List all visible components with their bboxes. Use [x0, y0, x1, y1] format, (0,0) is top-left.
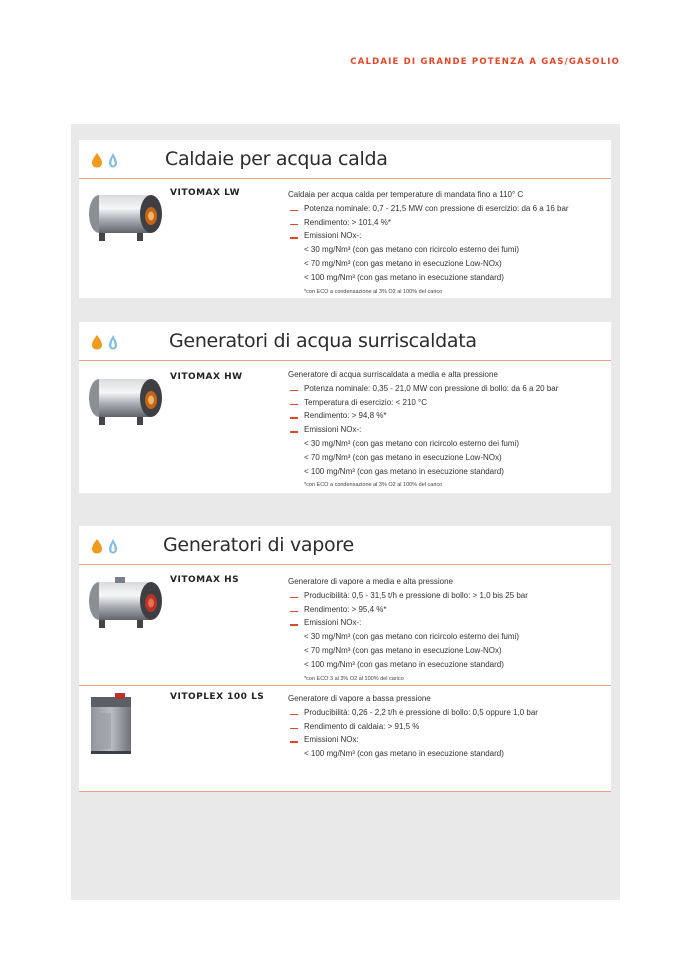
emission-line: < 30 mg/Nm³ (con gas metano con ricircolo esterno dei fumi)	[304, 438, 519, 448]
spec-bullet: Rendimento: > 95,4 %*	[288, 603, 603, 617]
spec-bullet: Emissioni NOx-:	[288, 229, 603, 243]
section-superheated-water	[79, 322, 611, 493]
emission-line: < 100 mg/Nm³ (con gas metano in esecuzione standard)	[304, 659, 504, 669]
section-title: Caldaie per acqua calda	[165, 148, 388, 170]
product-vitomax-lw	[79, 180, 611, 298]
product-intro: Generatore di vapore a media e alta pressione	[288, 577, 453, 586]
gas-flame-icon	[109, 539, 117, 554]
product-intro: Generatore di vapore a bassa pressione	[288, 694, 431, 703]
emission-line: < 70 mg/Nm³ (con gas metano in esecuzione Low-NOx)	[304, 452, 502, 462]
spec-bullet: Rendimento: > 101,4 %*	[288, 216, 603, 230]
section-title-bar	[79, 140, 611, 179]
emission-line: < 100 mg/Nm³ (con gas metano in esecuzione standard)	[304, 466, 504, 476]
footnote: *con ECO a condensazione al 3% O2 al 100% del carico	[304, 482, 443, 489]
emission-line: < 30 mg/Nm³ (con gas metano con ricircolo esterno dei fumi)	[304, 632, 519, 642]
product-name: VITOPLEX 100 LS	[170, 692, 265, 702]
footnote: *con ECO a condensazione al 3% O2 al 100% del carico	[304, 288, 443, 295]
spec-bullet: Emissioni NOx-:	[288, 423, 603, 437]
card-bottom-border	[79, 791, 611, 792]
product-name: VITOMAX HW	[170, 372, 243, 382]
product-intro: Caldaia per acqua calda per temperature di mandata fino a 110° C	[288, 190, 524, 199]
spec-bullet: Producibilità: 0,5 - 31,5 t/h e pressione di bollo: > 1,0 bis 25 bar	[288, 589, 603, 603]
product-description	[288, 368, 603, 492]
product-intro: Generatore di acqua surriscaldata a media e alta pressione	[288, 370, 498, 379]
emission-line: < 70 mg/Nm³ (con gas metano in esecuzione Low-NOx)	[304, 258, 502, 268]
emission-line: < 70 mg/Nm³ (con gas metano in esecuzione Low-NOx)	[304, 645, 502, 655]
horizontal-boiler-image	[85, 573, 165, 631]
oil-flame-icon	[92, 539, 102, 554]
section-title-bar	[79, 526, 611, 565]
horizontal-boiler-image	[85, 370, 165, 428]
footnote: *con ECO 3 al 3% O2 al 100% del carico	[304, 675, 404, 682]
spec-bullet: Rendimento di caldaia: > 91,5 %	[288, 720, 603, 734]
fuel-icons	[91, 334, 125, 350]
section-title: Generatori di acqua surriscaldata	[169, 330, 477, 352]
gas-flame-icon	[109, 153, 117, 168]
spec-bullet: Emissioni NOx:	[288, 733, 603, 747]
cabinet-boiler-image	[87, 691, 137, 755]
spec-bullet: Potenza nominale: 0,7 - 21,5 MW con pressione di esercizio: da 6 a 16 bar	[288, 202, 603, 216]
spec-bullet: Producibilità: 0,26 - 2,2 t/h e pressione di bollo: 0,5 oppure 1,0 bar	[288, 706, 603, 720]
product-name: VITOMAX HS	[170, 575, 240, 585]
fuel-icons	[91, 152, 125, 168]
fuel-icons	[91, 538, 125, 554]
section-title-bar	[79, 322, 611, 361]
product-description	[288, 575, 603, 686]
spec-bullet: Temperatura di esercizio: < 210 °C	[288, 396, 603, 410]
oil-flame-icon	[92, 153, 102, 168]
spec-bullet: Rendimento: > 94,8 %*	[288, 409, 603, 423]
section-hot-water-boilers	[79, 140, 611, 298]
emission-line: < 30 mg/Nm³ (con gas metano con ricircolo esterno dei fumi)	[304, 245, 519, 255]
product-description	[288, 692, 603, 761]
oil-flame-icon	[92, 335, 102, 350]
section-steam-generators	[79, 526, 611, 792]
horizontal-boiler-image	[85, 186, 165, 244]
spec-bullet: Emissioni NOx-:	[288, 616, 603, 630]
product-vitoplex-100-ls	[79, 687, 611, 792]
emission-line: < 100 mg/Nm³ (con gas metano in esecuzione standard)	[304, 749, 504, 759]
product-vitomax-hw	[79, 364, 611, 493]
product-name: VITOMAX LW	[170, 188, 241, 198]
product-separator	[79, 685, 611, 686]
page-header-title: CALDAIE DI GRANDE POTENZA A GAS/GASOLIO	[350, 57, 620, 67]
spec-bullet: Potenza nominale: 0,35 - 21,0 MW con pressione di bollo: da 6 a 20 bar	[288, 382, 603, 396]
emission-line: < 100 mg/Nm³ (con gas metano in esecuzione standard)	[304, 272, 504, 282]
product-vitomax-hs	[79, 567, 611, 685]
gas-flame-icon	[109, 335, 117, 350]
product-description	[288, 188, 603, 299]
section-title: Generatori di vapore	[163, 534, 354, 556]
